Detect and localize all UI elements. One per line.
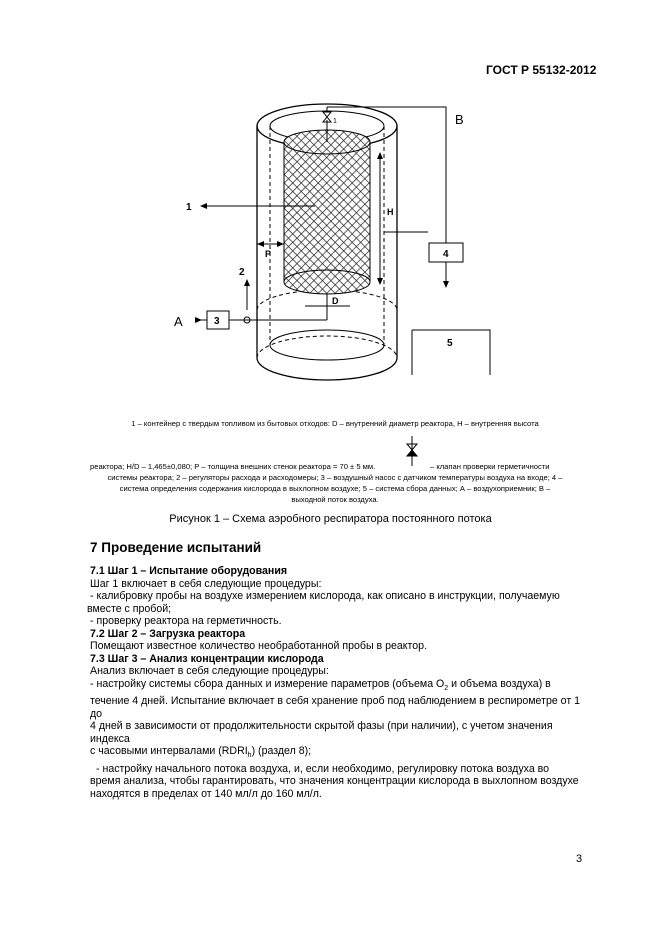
page-number: 3 (576, 853, 583, 865)
legend-line-4: система определения содержания кислорода в выхлопном воздухе; 5 – система сбора данных; А – воздухоприемник; В – (119, 484, 551, 493)
subsection-7-1-title: 7.1 Шаг 1 – Испытание оборудования (90, 565, 288, 577)
label-valve: 1 (333, 118, 337, 125)
paragraph: Шаг 1 включает в себя следующие процедуры: (90, 577, 322, 590)
respirometer-diagram (0, 0, 661, 420)
paragraph: находятся в пределах от 140 мл/л до 160 мл/л. (90, 787, 322, 800)
legend-line-3: системы реактора; 2 – регуляторы расхода и расходомеры; 3 – воздушный насос с датчиком температуры воздуха на входе; 4 – (107, 473, 563, 482)
label-4: 4 (443, 249, 449, 260)
label-P: P (265, 249, 272, 259)
paragraph: 4 дней в зависимости от продолжительности скрытой фазы (при наличии), с учетом значения индекса (90, 720, 553, 745)
paragraph: - настройку системы сбора данных и измерение параметров (объема $O_2$ и объема воздуха) в (90, 677, 551, 692)
paragraph: время анализа, чтобы гарантировать, что значения концентрации кислорода в выхлопном воздухе (90, 775, 579, 788)
label-H: H (387, 207, 394, 217)
label-2: 2 (239, 267, 245, 278)
paragraph: Помещают известное количество необработанной пробы в реактор. (90, 640, 428, 652)
label-1: 1 (186, 202, 192, 213)
legend-line-2b: – клапан проверки герметичности (430, 462, 550, 471)
document-code: ГОСТ Р 55132-2012 (486, 63, 597, 77)
label-B: B (455, 112, 464, 127)
section-title: 7 Проведение испытаний (90, 540, 262, 555)
label-5: 5 (447, 338, 453, 349)
paragraph: вместе с пробой; (87, 602, 172, 615)
paragraph: - проверку реактора на герметичность. (90, 615, 282, 627)
label-D: D (332, 296, 339, 306)
subsection-7-3-title: 7.3 Шаг 3 – Анализ концентрации кислорода (90, 652, 324, 665)
label-3: 3 (214, 316, 220, 327)
legend-line-1: 1 – контейнер с твердым топливом из бытовых отходов: D – внутренний диаметр реактора, H – внутренняя высота (131, 419, 539, 428)
valve-legend-icon (405, 436, 419, 466)
subsection-7-2-title: 7.2 Шаг 2 – Загрузка реактора (90, 627, 246, 640)
paragraph: - настройку начального потока воздуха, и, если необходимо, регулировку потока воздуха во (96, 762, 550, 775)
label-A: A (174, 314, 183, 329)
section-body (87, 565, 590, 800)
legend-line-5: выходной поток воздуха. (291, 495, 379, 504)
waste-container (284, 130, 370, 294)
paragraph: течение 4 дней. Испытание включает в себя хранение проб под наблюдением в респирометре от 1 до (90, 695, 581, 720)
paragraph: Анализ включает в себя следующие процедуры: (90, 665, 329, 677)
paragraph: с часовыми интервалами $(RDRI_h)$ (раздел 8); (90, 745, 312, 760)
paragraph: - калибровку пробы на воздухе измерением кислорода, как описано в инструкции, получаемую (90, 590, 560, 602)
legend-line-2a: реактора; H/D – 1,465±0,080; P – толщина внешних стенок реактора = 70 ± 5 мм. (90, 462, 376, 471)
figure-caption: Рисунок 1 – Схема аэробного респиратора постоянного потока (169, 513, 492, 525)
